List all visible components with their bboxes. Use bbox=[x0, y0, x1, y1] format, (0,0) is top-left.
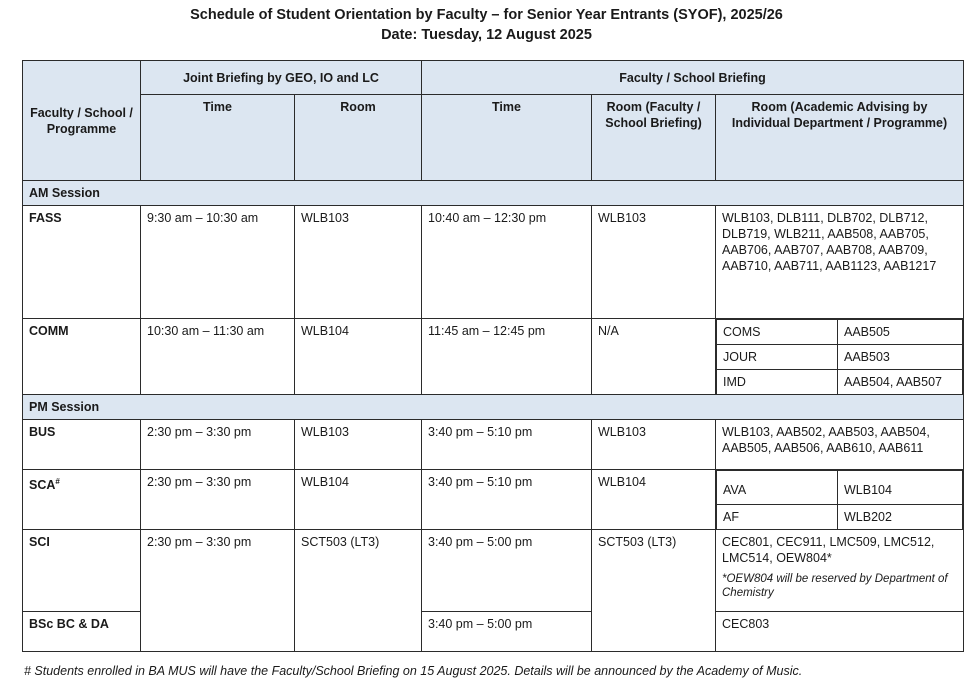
footnote-marker: # bbox=[55, 477, 60, 486]
advising-rooms: WLB103, AAB502, AAB503, AAB504, AAB505, AAB506, AAB610, AAB611 bbox=[716, 420, 964, 470]
advising-subtable-cell bbox=[716, 470, 964, 530]
header-joint-time: Time bbox=[141, 95, 295, 181]
faculty-time: 3:40 pm – 5:00 pm bbox=[422, 612, 592, 652]
header-programme: Faculty / School / Programme bbox=[23, 61, 141, 181]
schedule-table bbox=[22, 60, 964, 652]
programme-name: BUS bbox=[23, 420, 141, 470]
department-code: AVA bbox=[717, 471, 838, 505]
faculty-room: N/A bbox=[592, 319, 716, 395]
department-room: WLB202 bbox=[838, 505, 963, 530]
joint-time: 2:30 pm – 3:30 pm bbox=[141, 530, 295, 652]
table-row-sca bbox=[23, 470, 964, 530]
header-joint-briefing: Joint Briefing by GEO, IO and LC bbox=[141, 61, 422, 95]
advising-subrow bbox=[717, 345, 963, 370]
faculty-room: WLB103 bbox=[592, 206, 716, 319]
joint-time: 2:30 pm – 3:30 pm bbox=[141, 420, 295, 470]
department-code: JOUR bbox=[717, 345, 838, 370]
joint-room: WLB104 bbox=[295, 319, 422, 395]
header-advising-room: Room (Academic Advising by Individual Department / Programme) bbox=[716, 95, 964, 181]
programme-name: BSc BC & DA bbox=[23, 612, 141, 652]
department-room: AAB503 bbox=[838, 345, 963, 370]
department-room: AAB505 bbox=[838, 320, 963, 345]
header-faculty-room: Room (Faculty / School Briefing) bbox=[592, 95, 716, 181]
session-label: PM Session bbox=[23, 395, 964, 420]
faculty-time: 11:45 am – 12:45 pm bbox=[422, 319, 592, 395]
table-row-fass bbox=[23, 206, 964, 319]
advising-subrow bbox=[717, 505, 963, 530]
department-room: AAB504, AAB507 bbox=[838, 370, 963, 395]
advising-rooms bbox=[716, 530, 964, 612]
faculty-room: SCT503 (LT3) bbox=[592, 530, 716, 652]
header-joint-room: Room bbox=[295, 95, 422, 181]
joint-time: 10:30 am – 11:30 am bbox=[141, 319, 295, 395]
joint-time: 2:30 pm – 3:30 pm bbox=[141, 470, 295, 530]
header-faculty-time: Time bbox=[422, 95, 592, 181]
advising-subtable-cell bbox=[716, 319, 964, 395]
header-row-1 bbox=[23, 61, 964, 95]
department-code: COMS bbox=[717, 320, 838, 345]
faculty-time: 3:40 pm – 5:10 pm bbox=[422, 420, 592, 470]
advising-subrow bbox=[717, 320, 963, 345]
document-title: Schedule of Student Orientation by Faculty – for Senior Year Entrants (SYOF), 2025/26 bbox=[190, 7, 783, 23]
session-label: AM Session bbox=[23, 181, 964, 206]
advising-rooms: CEC803 bbox=[716, 612, 964, 652]
joint-room: SCT503 (LT3) bbox=[295, 530, 422, 652]
department-room: WLB104 bbox=[838, 471, 963, 505]
header-faculty-briefing: Faculty / School Briefing bbox=[422, 61, 964, 95]
faculty-time: 10:40 am – 12:30 pm bbox=[422, 206, 592, 319]
advising-rooms: WLB103, DLB111, DLB702, DLB712, DLB719, WLB211, AAB508, AAB705, AAB706, AAB707, AAB708, AAB709, AAB710, AAB711, AAB1123, AAB1217 bbox=[716, 206, 964, 319]
advising-subrow bbox=[717, 471, 963, 505]
advising-subtable bbox=[716, 319, 963, 394]
faculty-room: WLB103 bbox=[592, 420, 716, 470]
faculty-time: 3:40 pm – 5:10 pm bbox=[422, 470, 592, 530]
department-code: IMD bbox=[717, 370, 838, 395]
header-row-2 bbox=[23, 95, 964, 181]
joint-room: WLB104 bbox=[295, 470, 422, 530]
advising-rooms-text: CEC801, CEC911, LMC509, LMC512, LMC514, OEW804* bbox=[722, 535, 935, 565]
programme-name bbox=[23, 470, 141, 530]
faculty-time: 3:40 pm – 5:00 pm bbox=[422, 530, 592, 612]
joint-room: WLB103 bbox=[295, 206, 422, 319]
programme-name: SCI bbox=[23, 530, 141, 612]
joint-time: 9:30 am – 10:30 am bbox=[141, 206, 295, 319]
document-date: Date: Tuesday, 12 August 2025 bbox=[381, 27, 592, 43]
table-row-sci bbox=[23, 530, 964, 612]
faculty-room: WLB104 bbox=[592, 470, 716, 530]
programme-name-text: SCA bbox=[29, 478, 56, 493]
session-row-am bbox=[23, 181, 964, 206]
joint-room: WLB103 bbox=[295, 420, 422, 470]
advising-subtable bbox=[716, 470, 963, 529]
session-row-pm bbox=[23, 395, 964, 420]
table-row-comm bbox=[23, 319, 964, 395]
department-code: AF bbox=[717, 505, 838, 530]
programme-name: FASS bbox=[23, 206, 141, 319]
advising-subrow bbox=[717, 370, 963, 395]
programme-name: COMM bbox=[23, 319, 141, 395]
advising-note: *OEW804 will be reserved by Department of Chemistry bbox=[722, 573, 948, 599]
footnote: # Students enrolled in BA MUS will have the Faculty/School Briefing on 15 August 2025. Details will be announced by the Academy of Music. bbox=[24, 664, 803, 678]
table-row-bus bbox=[23, 420, 964, 470]
